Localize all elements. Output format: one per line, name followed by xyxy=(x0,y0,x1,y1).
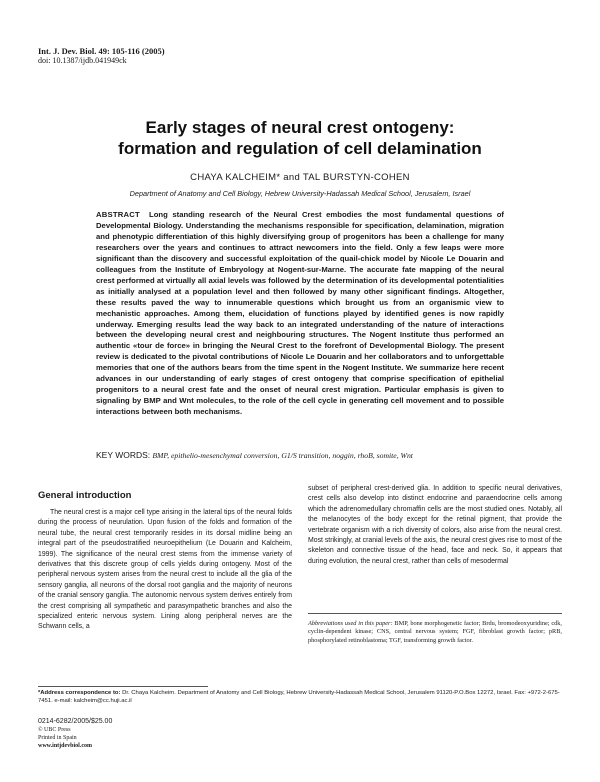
abbreviations-footnote xyxy=(308,620,562,645)
right-column xyxy=(308,484,562,567)
website-link[interactable]: www.intjdevbiol.com xyxy=(38,742,92,749)
authors: CHAYA KALCHEIM* and TAL BURSTYN-COHEN xyxy=(190,172,410,183)
publisher: © UBC Press xyxy=(38,727,71,733)
left-column-text: The neural crest is a major cell type arising in the lateral tips of the neural folds during the process of neurulation. Upon fusion of the folds and formation of the neural tube, the neural crest temporarily resides in its dorsal midline being an integral part of the pseudostratified neuroepithelium (Le Douarin and Kalcheim, 1999). The significance of the neural crest stems from the immense variety of derivatives that this discrete group of cells yields during ontogeny. Most of the peripheral nervous system arises from the neural crest to include all the glia of the sensory ganglia, all neurons of the dorsal root ganglia and the majority of neurons of the cranial sensory ganglia. The autonomic nervous system derives entirely from the crest comprising all sympathetic and parasympathetic branches and also the specialized enteric nervous system. Lining along peripheral nerves are the Schwann cells, a xyxy=(38,509,292,631)
abstract xyxy=(96,210,504,418)
abstract-text: Long standing research of the Neural Crest embodies the most fundamental questions of Developmental Biology. Understanding the mechanisms responsible for specification, delamination, migration and phenotypic differentiation of this highly diversifying group of progenitors has been a challenge for many researchers over the years and continues to attract newcomers into the field. Only a few leaps were more significant than the discovery and successful exploitation of the quail-chick model by Nicole Le Douarin and colleagues from the Institute of Embryology at Nogent-sur-Marne. The accurate fate mapping of the neural crest performed at virtually all axial levels was followed by the determination of its developmental potentialities as initially analysed at a population level and then followed by many other significant findings. Altogether, these results paved the way to innumerable questions which brought us from an organismic view to mechanistic approaches. Among them, elucidation of functions played by identified genes is now rapidly underway. Emerging results lead the way back to an integrated understanding of the nature of interactions between the developing neural crest and neighbouring structures. The Nogent Institute thus performed an authentic «tour de force» in bringing the Neural Crest to the forefront of Developmental Biology. The present review is dedicated to the pivotal contributions of Nicole Le Douarin and her collaborators and to unforgettable memories that one of the authors bears from the time spent in the Nogent Institute. We summarize here recent advances in our understanding of early stages of crest ontogeny that comprise specification of epithelial progenitors to a neural crest fate and the onset of neural crest migration. Particular emphasis is given to signaling by BMP and Wnt molecules, to the role of the cell cycle in generating cell movement and to possible interactions between both mechanisms. xyxy=(96,210,504,417)
correspondence-divider xyxy=(38,686,208,687)
correspondence-label: *Address correspondence to: xyxy=(38,690,121,696)
keywords-label: KEY WORDS: xyxy=(96,450,151,460)
title-line-1: Early stages of neural crest ontogeny: xyxy=(145,118,455,137)
doi-link[interactable]: doi: 10.1387/ijdb.041949ck xyxy=(38,56,127,65)
printed-in: Printed in Spain xyxy=(38,734,77,741)
correspondence-footnote xyxy=(38,689,562,705)
right-column-text: subset of peripheral crest-derived glia. In addition to specific neural derivatives, crest cells also develop into distinct endocrine and paraendocrine cells among which the adrenomedullary chromaffin cells are the most studied ones. Notably, all the melanocytes of the body except for the retinal pigment, that provide the vertebrate organism with a rich diversity of colors, also arise from the neural crest. Most strikingly, at cranial levels of the axis, the neural crest gives rise to most of the skeleton and connective tissue of the head, face and neck. So, it appears that during evolution, the neural crest, rather than cells of mesodermal xyxy=(308,485,562,565)
section-heading: General introduction xyxy=(38,490,132,501)
left-column xyxy=(38,508,292,633)
keywords-terms: BMP, epithelio-mesenchymal conversion, G1/S transition, noggin, rhoB, somite, Wnt xyxy=(152,451,413,460)
keywords xyxy=(96,450,516,461)
issn: 0214-6282/2005/$25.00 xyxy=(38,718,113,725)
journal-reference: Int. J. Dev. Biol. 49: 105-116 (2005) xyxy=(38,46,165,56)
abstract-label: ABSTRACT xyxy=(96,210,140,219)
correspondence-text: Dr. Chaya Kalcheim. Department of Anatomy and Cell Biology, Hebrew University-Hadassah Medical School, Jerusalem 91120-P.O.Box 12272, Israel. Fax: +972-2-675-7451. e-mail: kalcheim@cc.huji.ac.il xyxy=(38,690,560,705)
title-line-2: formation and regulation of cell delamination xyxy=(118,139,482,158)
affiliation: Department of Anatomy and Cell Biology, Hebrew University-Hadassah Medical School, Jerusalem, Israel xyxy=(129,189,471,198)
article-title xyxy=(40,117,560,159)
abbreviations-label: Abbreviations used in this paper: xyxy=(308,620,393,627)
abbreviations-divider xyxy=(308,613,562,614)
page-footer xyxy=(38,717,112,750)
abbreviations-text: BMP, bone morphogenetic factor; Brdu, bromodeoxyuridine; cdk, cyclin-dependent kinase; CNS, central nervous system; FGF, fibroblast growth factor; pRB, phosphorylated retinoblastoma; TGF, transforming growth factor. xyxy=(308,620,563,644)
journal-header xyxy=(38,46,165,66)
